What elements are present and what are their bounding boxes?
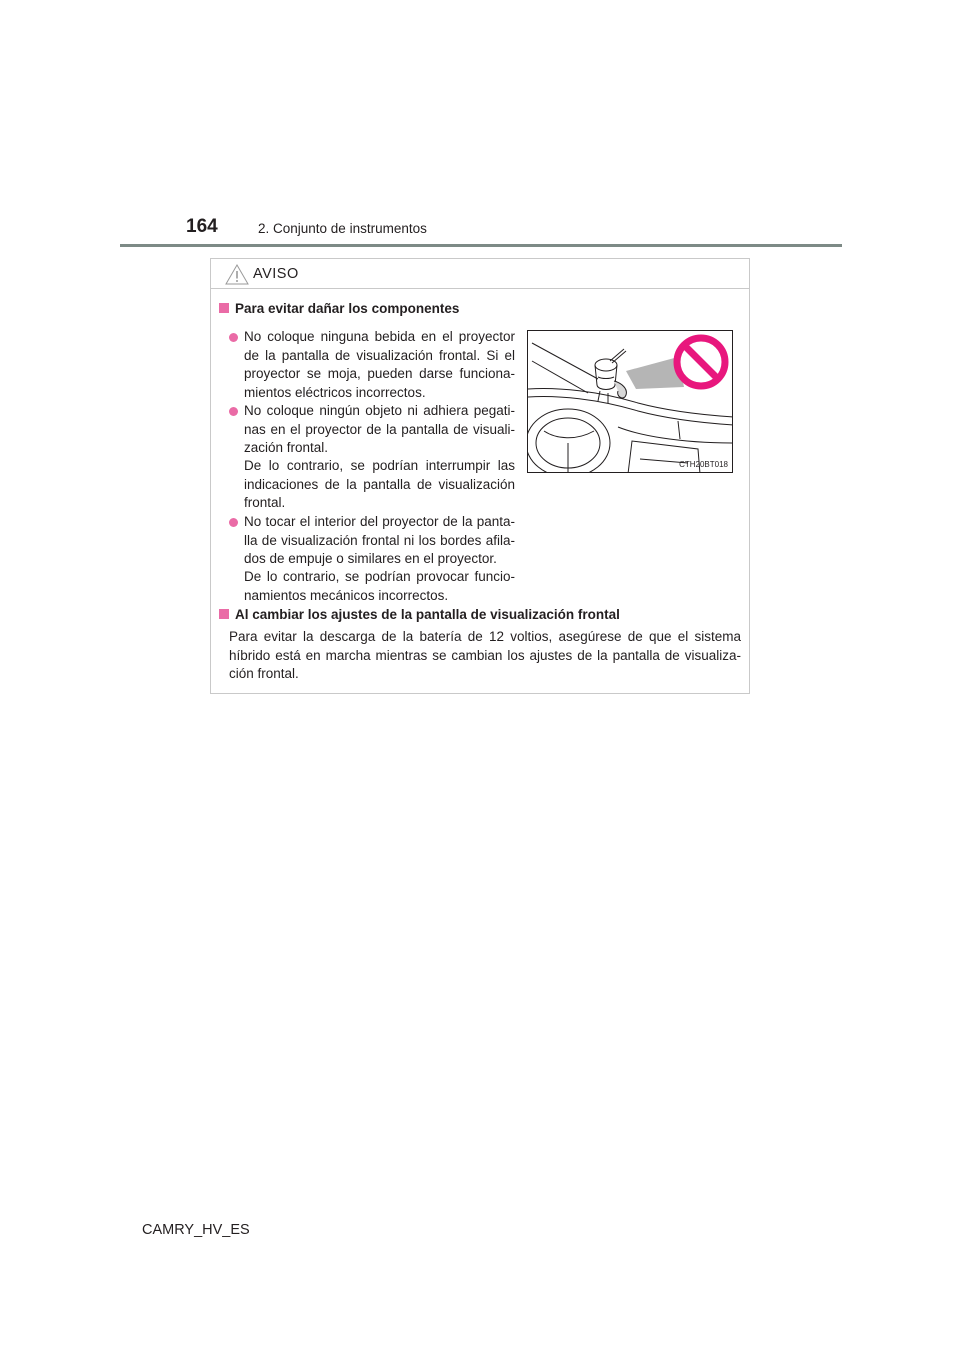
warning-box: [210, 258, 750, 694]
dashboard-drawing: [528, 331, 733, 473]
illustration-code: CTH20BT018: [679, 460, 728, 469]
square-bullet-icon: [219, 303, 229, 313]
round-bullet-icon: [229, 333, 238, 342]
list-item-continuation: De lo contrario, se podrían provocar funcio-namientos mecánicos incorrectos.: [244, 569, 515, 603]
header-rule: [120, 244, 842, 247]
list-item: No tocar el interior del proyector de la panta-lla de visualización frontal ni los bordes afila-dos de empuje o similares en el proyector.: [229, 513, 515, 569]
round-bullet-icon: [229, 518, 238, 527]
warning-triangle-icon: [225, 264, 249, 285]
footer-doc-code: CAMRY_HV_ES: [142, 1222, 250, 1238]
list-item-continuation: De lo contrario, se podrían interrumpir las indicaciones de la pantalla de visualización frontal.: [244, 458, 515, 511]
warning-title: AVISO: [253, 266, 299, 282]
round-bullet-icon: [229, 407, 238, 416]
page-number: 164: [186, 216, 218, 237]
warning-header: [211, 259, 749, 289]
settings-paragraph: Para evitar la descarga de la batería de 12 voltios, asegúrese de que el sistema híbrido está en marcha mientras se cambian los ajustes de la pantalla de visualiza-ción frontal.: [229, 629, 741, 682]
section-heading-components: Para evitar dañar los componentes: [219, 301, 459, 316]
chapter-title: 2. Conjunto de instrumentos: [258, 221, 427, 236]
section-heading-settings: Al cambiar los ajustes de la pantalla de visualización frontal: [219, 607, 620, 622]
list-item: No coloque ninguna bebida en el proyector de la pantalla de visualización frontal. Si el proyector se moja, pueden darse funciona-mientos eléctricos incorrectos.: [229, 328, 515, 402]
list-item: No coloque ningún objeto ni adhiera pegati-nas en el proyector de la pantalla de visuali-zación frontal.: [229, 402, 515, 458]
illustration-dashboard-projector: [527, 330, 733, 473]
square-bullet-icon: [219, 609, 229, 619]
